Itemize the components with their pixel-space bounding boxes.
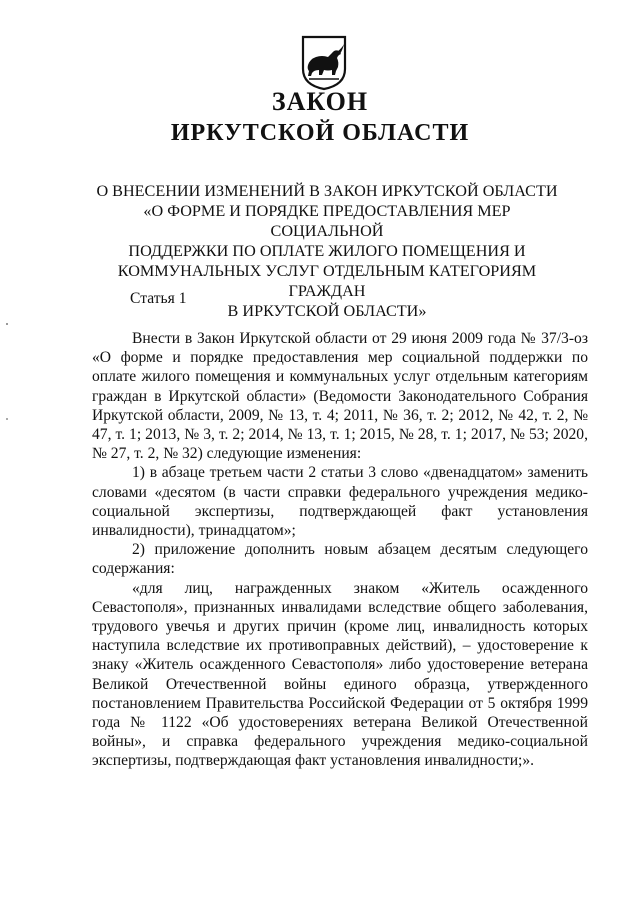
region-title: ИРКУТСКОЙ ОБЛАСТИ <box>170 120 470 146</box>
paragraph-item-1: 1) в абзаце третьем части 2 статьи 3 слово «двенадцатом» заменить словами «десятом (в части справки федерального учреждения медико-социальной экспертизы, подтверждающей факт установления инвалидности), тринадцатом»; <box>92 464 588 540</box>
coat-of-arms-icon <box>301 35 347 91</box>
heading-line: «О ФОРМЕ И ПОРЯДКЕ ПРЕДОСТАВЛЕНИЯ МЕР СОЦИАЛЬНОЙ <box>143 202 511 240</box>
body-text <box>92 329 588 771</box>
paragraph-item-2: 2) приложение дополнить новым абзацем десятым следующего содержания: <box>92 541 588 578</box>
heading-line: КОММУНАЛЬНЫХ УСЛУГ ОТДЕЛЬНЫМ КАТЕГОРИЯМ ГРАЖДАН <box>117 262 537 300</box>
scan-speck <box>6 418 8 420</box>
heading-line: В ИРКУТСКОЙ ОБЛАСТИ» <box>227 302 427 320</box>
scan-speck <box>6 323 8 325</box>
article-label: Статья 1 <box>130 290 187 307</box>
paragraph-quote: «для лиц, награжденных знаком «Житель осажденного Севастополя», признанных инвалидами вследствие общего заболевания, трудового увечья и других причин (кроме лиц, инвалидность которых наступила вследствие их противоправных действий), – удостоверение к знаку «Житель осажденного Севастополя» либо удостоверение ветерана Великой Отечественной войны единого образца, утвержденного постановлением Правительства Российской Федерации от 5 октября 1999 года № 1122 «Об удостоверениях ветерана Великой Отечественной войны», и справка федерального учреждения медико-социальной экспертизы, подтверждающая факт установления инвалидности;». <box>92 579 588 770</box>
paragraph-intro: Внести в Закон Иркутской области от 29 июня 2009 года № 37/3-оз «О форме и порядке предоставления мер социальной поддержки по оплате жилого помещения и коммунальных услуг отдельным категориям граждан в Иркутской области» (Ведомости Законодательного Собрания Иркутской области, 2009, № 13, т. 4; 2011, № 36, т. 2; 2012, № 42, т. 2, № 47, т. 1; 2013, № 3, т. 2; 2014, № 13, т. 1; 2015, № 28, т. 1; 2017, № 53; 2020, № 27, т. 2, № 32) следующие изменения: <box>92 330 588 463</box>
law-title: ЗАКОН <box>271 87 369 116</box>
heading-line: ПОДДЕРЖКИ ПО ОПЛАТЕ ЖИЛОГО ПОМЕЩЕНИЯ И <box>128 242 526 260</box>
heading-line: О ВНЕСЕНИИ ИЗМЕНЕНИЙ В ЗАКОН ИРКУТСКОЙ ОБЛАСТИ <box>96 182 558 200</box>
